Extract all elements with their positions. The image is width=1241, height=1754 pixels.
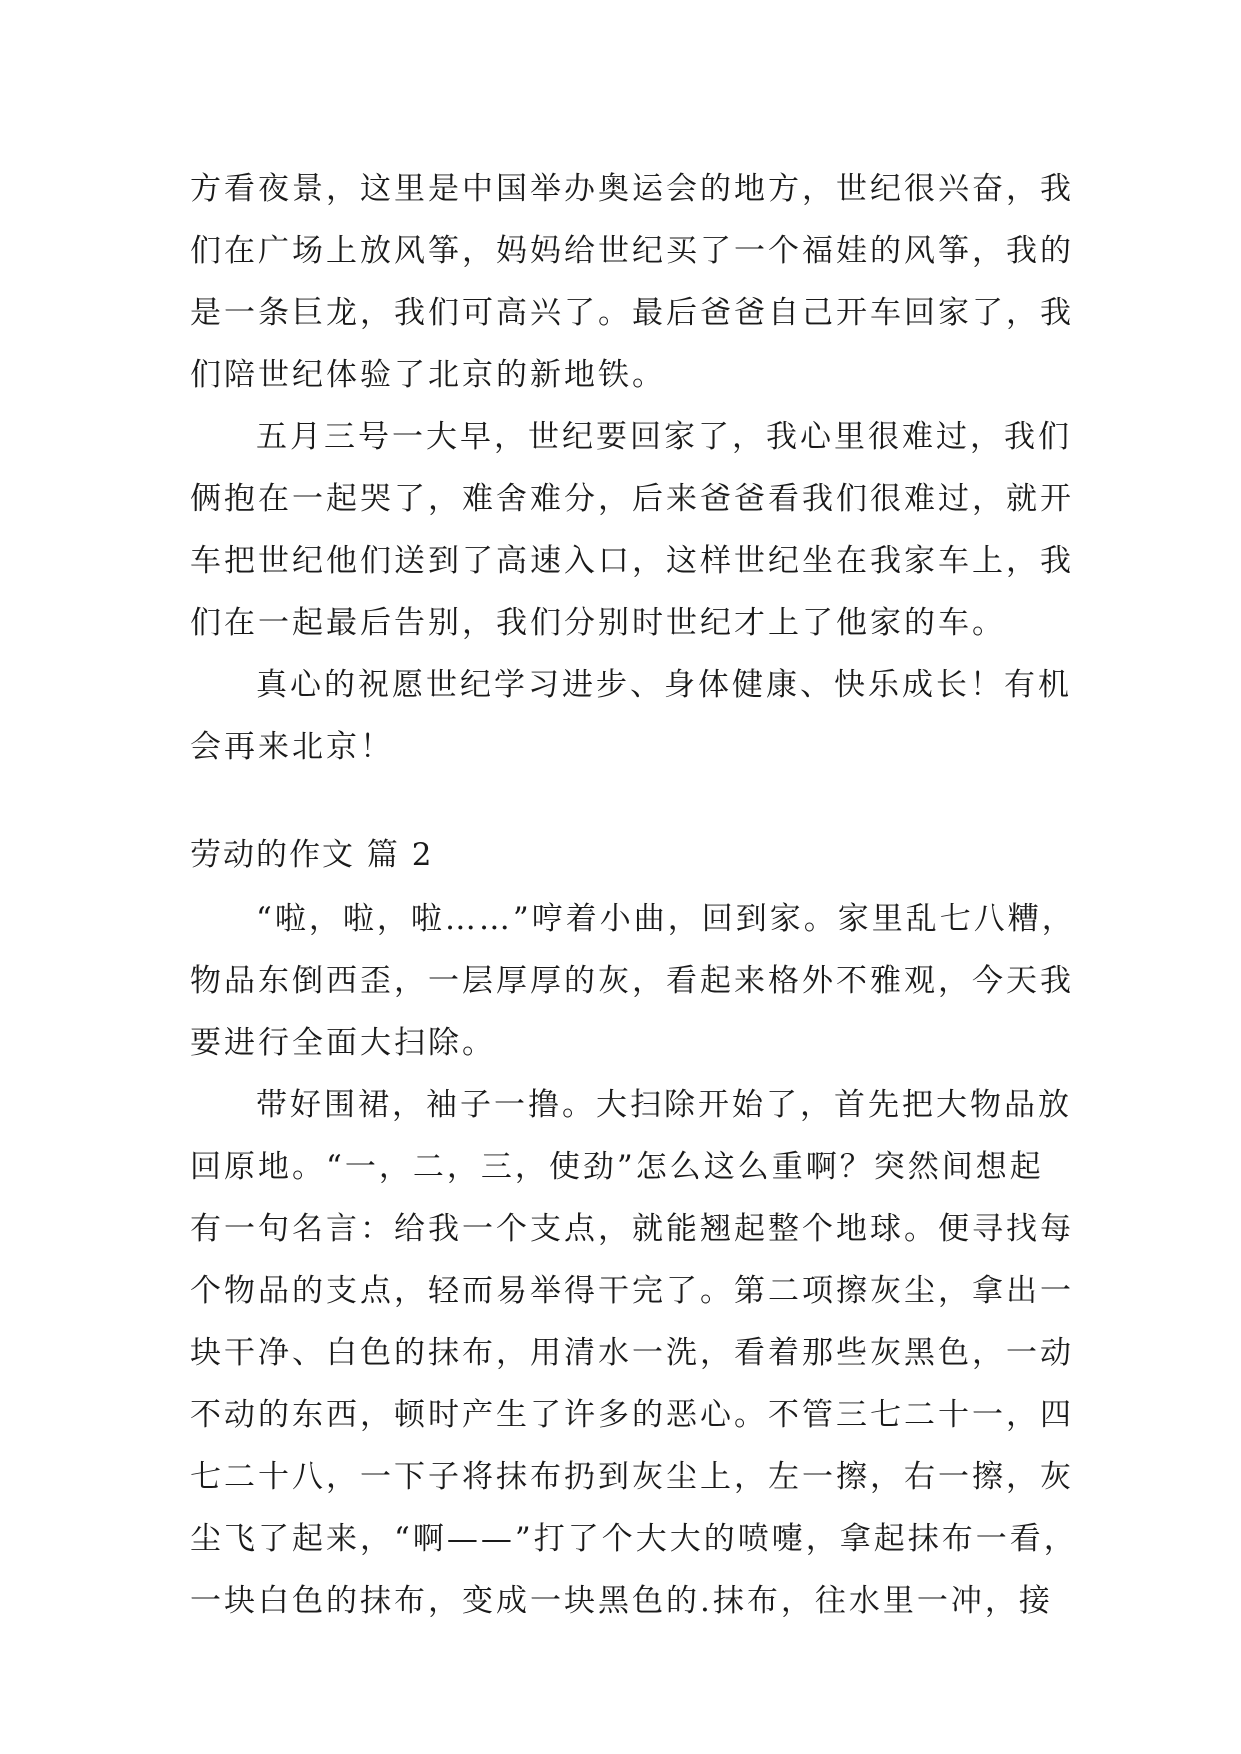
paragraph-5 [190,1074,1078,1632]
text-line: 车把世纪他们送到了高速入口，这样世纪坐在我家车上，我 [190,543,1074,579]
paragraph-4 [190,888,1076,1074]
text-line: 会再来北京！ [190,729,394,765]
text-line: 个物品的支点，轻而易举得干完了。第二项擦灰尘，拿出一 [190,1273,1074,1309]
text-line: “啦，啦，啦……”哼着小曲，回到家。家里乱七八糟， [256,901,1076,937]
text-line: 是一条巨龙，我们可高兴了。最后爸爸自己开车回家了，我 [190,295,1074,331]
text-line: 们陪世纪体验了北京的新地铁。 [190,357,666,393]
text-line: 要进行全面大扫除。 [190,1025,496,1061]
section-heading: 劳动的作文 篇 2 [190,837,434,873]
text-line: 们在广场上放风筝，妈妈给世纪买了一个福娃的风筝，我的 [190,233,1074,269]
text-line: 不动的东西，顿时产生了许多的恶心。不管三七二十一，四 [190,1397,1074,1433]
text-line: 们在一起最后告别，我们分别时世纪才上了他家的车。 [190,605,1006,641]
text-line: 七二十八，一下子将抹布扔到灰尘上，左一擦，右一擦，灰 [190,1459,1074,1495]
text-line: 块干净、白色的抹布，用清水一洗，看着那些灰黑色，一动 [190,1335,1074,1371]
section-heading-block [190,824,1050,886]
text-line: 一块白色的抹布，变成一块黑色的.抹布，往水里一冲，接 [190,1583,1053,1619]
paragraph-2 [190,406,1074,654]
text-line: 回原地。“一，二，三，使劲”怎么这么重啊？突然间想起 [190,1149,1044,1185]
text-line: 物品东倒西歪，一层厚厚的灰，看起来格外不雅观，今天我 [190,963,1074,999]
text-line: 有一句名言：给我一个支点，就能翘起整个地球。便寻找每 [190,1211,1074,1247]
paragraph-1 [190,158,1074,406]
text-line: 俩抱在一起哭了，难舍难分，后来爸爸看我们很难过，就开 [190,481,1074,517]
text-line: 五月三号一大早，世纪要回家了，我心里很难过，我们 [256,419,1072,455]
paragraph-3 [190,654,1072,778]
text-line: 真心的祝愿世纪学习进步、身体健康、快乐成长！有机 [256,667,1072,703]
text-line: 带好围裙，袖子一撸。大扫除开始了，首先把大物品放 [256,1087,1072,1123]
text-line: 方看夜景，这里是中国举办奥运会的地方，世纪很兴奋，我 [190,171,1074,207]
text-line: 尘飞了起来，“啊——”打了个大大的喷嚏，拿起抹布一看， [190,1521,1078,1557]
